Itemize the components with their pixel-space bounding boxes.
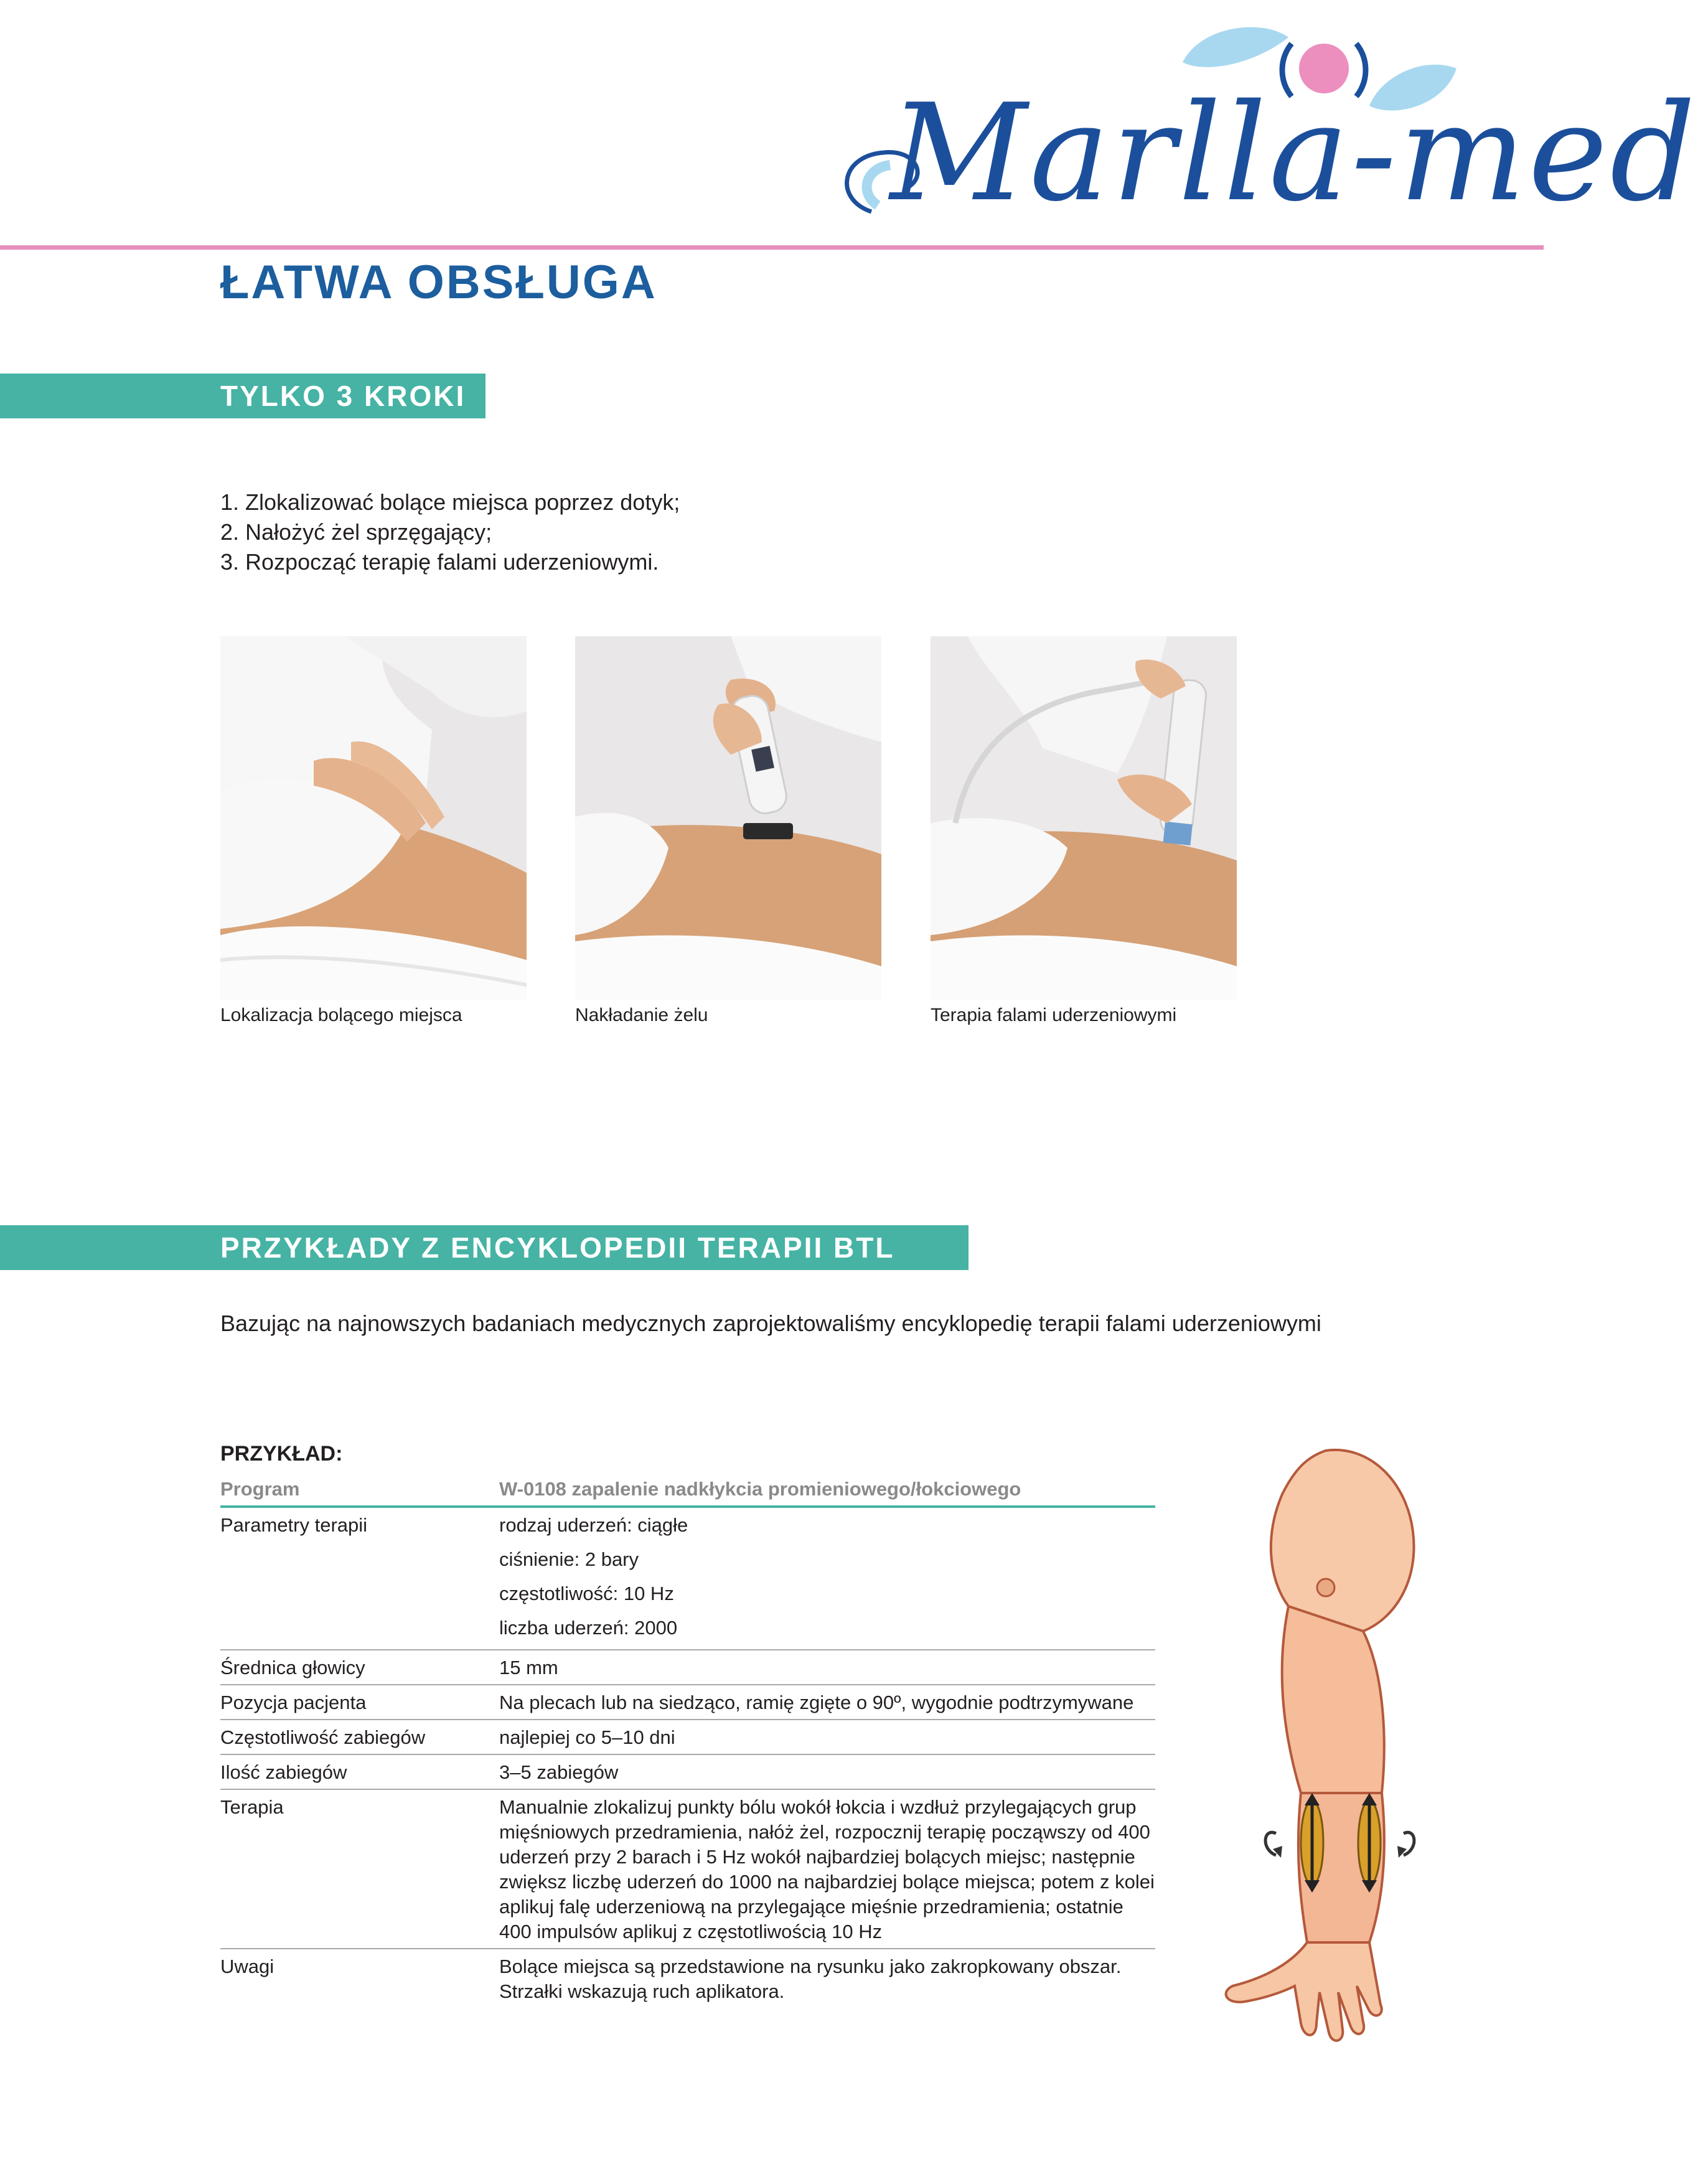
table-row [220,1720,1155,1754]
section-heading-steps: TYLKO 3 KROKI [0,374,485,418]
table-value: W-0108 zapalenie nadkłykcia promieniowego/łokciowego [499,1472,1155,1507]
table-row [220,1472,1155,1507]
table-key: Terapia [220,1789,499,1949]
table-key: Uwagi [220,1956,274,1977]
step-item: 1. Zlokalizować bolące miejsca poprzez dotyk; [220,489,680,515]
photo-caption: Nakładanie żelu [575,1005,708,1025]
hands-on-back-photo [220,636,527,1000]
table-key: Parametry terapii [220,1507,499,1650]
table-key: Częstotliwość zabiegów [220,1720,499,1754]
photo-caption: Terapia falami uderzeniowymi [931,1005,1177,1025]
table-value: Bolące miejsca są przedstawione na rysunku jako zakropkowany obszar. Strzałki wskazują ruch aplikatora. [499,1956,1122,2002]
table-row [220,1754,1155,1789]
steps-list [220,487,680,577]
table-row [220,1650,1155,1685]
table-row [220,1685,1155,1720]
table-key: Pozycja pacjenta [220,1685,499,1720]
table-key: Program [220,1472,499,1507]
header-divider [0,245,1544,250]
param-line: liczba uderzeń: 2000 [499,1617,678,1639]
example-label: PRZYKŁAD: [220,1442,343,1466]
brand-wordmark: Marlla-med [890,75,1698,231]
page-title: ŁATWA OBSŁUGA [220,256,657,309]
table-row [220,1949,1155,2008]
step-item: 3. Rozpocząć terapię falami uderzeniowymi. [220,549,659,575]
gel-application-photo [575,636,881,1000]
table-value [499,1507,1155,1650]
table-key: Ilość zabiegów [220,1754,499,1789]
therapy-spec-table [220,1472,1155,2008]
table-value: Manualnie zlokalizuj punkty bólu wokół łokcia i wzdłuż przylegających grup mięśniowych przedramienia, nałóż żel, rozpocznij terapię począwszy od 400 uderzeń przy 2 barach i 5 Hz wokół najbardziej bolących miejsc; następnie zwiększ liczbę uderzeń do 1000 na najbardziej bolące miejsca; potem z kolei aplikuj falę uderzeniową na przylegające mięśnie przedramienia; ostatnie 400 impulsów aplikuj z częstotliwością 10 Hz [499,1789,1155,1949]
shockwave-applicator-photo [931,636,1237,1000]
table-row [220,1789,1155,1949]
param-line: ciśnienie: 2 bary [499,1548,639,1570]
param-line: częstotliwość: 10 Hz [499,1583,674,1604]
step-item: 2. Nałożyć żel sprzęgający; [220,519,492,545]
intro-paragraph: Bazując na najnowszych badaniach medycznych zaprojektowaliśmy encyklopedię terapii falami uderzeniowymi [220,1311,1321,1336]
photo-caption: Lokalizacja bolącego miejsca [220,1005,462,1025]
table-row [220,1507,1155,1650]
table-value: 3–5 zabiegów [499,1754,1155,1789]
table-key: Średnica głowicy [220,1650,499,1685]
section-heading-encyclopedia: PRZYKŁADY Z ENCYKLOPEDII TERAPII BTL [0,1225,969,1270]
param-line: rodzaj uderzeń: ciągłe [499,1514,688,1536]
table-value: 15 mm [499,1650,1155,1685]
table-value: Na plecach lub na siedząco, ramię zgięte o 90º, wygodnie podtrzymywane [499,1685,1155,1720]
forearm-anatomy-illustration [1183,1444,1432,2042]
table-value: najlepiej co 5–10 dni [499,1720,1155,1754]
